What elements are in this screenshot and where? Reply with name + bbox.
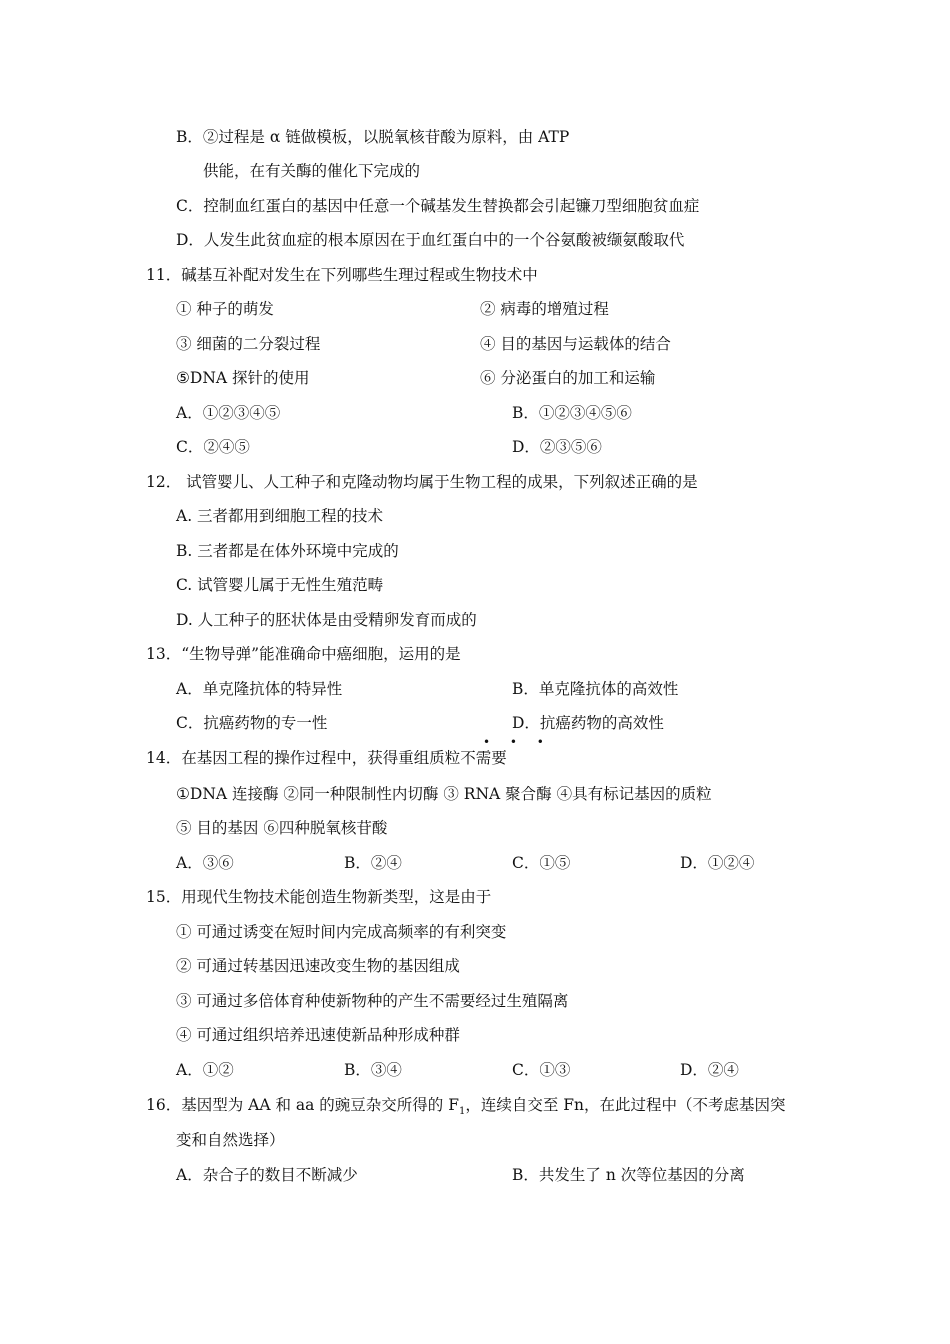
q13-option-d: D．抗癌药物的高效性 — [512, 714, 664, 732]
q15-option-a: A．①② — [176, 1061, 234, 1079]
q11-item-5: ⑤DNA 探针的使用 — [176, 369, 310, 387]
q10-option-c: C．控制血红蛋白的基因中任意一个碱基发生替换都会引起镰刀型细胞贫血症 — [176, 197, 700, 215]
q11-option-d: D．②③⑤⑥ — [512, 438, 602, 456]
q15-item-4: ④ 可通过组织培养迅速使新品种形成种群 — [176, 1026, 460, 1044]
q15-item-2: ② 可通过转基因迅速改变生物的基因组成 — [176, 957, 460, 975]
q14-stem: 14．在基因工程的操作过程中，获得重组质粒不需要 — [146, 749, 507, 767]
emphasis-dots: • • • — [483, 735, 552, 749]
q10-option-d: D．人发生此贫血症的根本原因在于血红蛋白中的一个谷氨酸被缬氨酸取代 — [176, 231, 685, 249]
q16-stem-part1: 16．基因型为 AA 和 aa 的豌豆杂交所得的 F — [146, 1096, 459, 1114]
q13-option-c: C．抗癌药物的专一性 — [176, 714, 328, 732]
q13-stem: 13．“生物导弹”能准确命中癌细胞，运用的是 — [146, 645, 461, 663]
q12-option-b: B. 三者都是在体外环境中完成的 — [176, 542, 399, 560]
q11-option-c: C．②④⑤ — [176, 438, 250, 456]
q12-option-d: D. 人工种子的胚状体是由受精卵发育而成的 — [176, 611, 477, 629]
q13-option-a: A．单克隆抗体的特异性 — [176, 680, 343, 698]
q14-option-a: A．③⑥ — [176, 854, 234, 872]
q16-stem-line1 — [146, 1094, 786, 1123]
q13-option-b: B．单克隆抗体的高效性 — [512, 680, 679, 698]
q15-option-b: B．③④ — [344, 1061, 402, 1079]
q16-stem-subscript: 1 — [458, 1106, 466, 1118]
q11-item-6: ⑥ 分泌蛋白的加工和运输 — [480, 369, 656, 387]
q15-item-3: ③ 可通过多倍体育种使新物种的产生不需要经过生殖隔离 — [176, 992, 569, 1010]
q11-item-2: ② 病毒的增殖过程 — [480, 300, 609, 318]
q12-option-a: A. 三者都用到细胞工程的技术 — [176, 507, 384, 525]
q14-option-b: B．②④ — [344, 854, 402, 872]
q10-option-b-line2: 供能，在有关酶的催化下完成的 — [203, 162, 421, 180]
q15-option-d: D．②④ — [680, 1061, 739, 1079]
q16-stem-part2: ，连续自交至 Fn，在此过程中（不考虑基因突 — [465, 1096, 786, 1114]
q14-option-d: D．①②④ — [680, 854, 755, 872]
q11-option-a: A．①②③④⑤ — [176, 404, 281, 422]
q10-option-b-line1: B．②过程是 α 链做模板，以脱氧核苷酸为原料，由 ATP — [176, 128, 570, 146]
q16-option-a: A．杂合子的数目不断减少 — [176, 1166, 358, 1184]
q14-option-c: C．①⑤ — [512, 854, 571, 872]
q15-item-1: ① 可通过诱变在短时间内完成高频率的有利突变 — [176, 923, 507, 941]
q11-option-b: B．①②③④⑤⑥ — [512, 404, 632, 422]
q12-option-c: C. 试管婴儿属于无性生殖范畴 — [176, 576, 384, 594]
q11-stem: 11．碱基互补配对发生在下列哪些生理过程或生物技术中 — [146, 266, 538, 284]
q15-option-c: C．①③ — [512, 1061, 571, 1079]
q16-stem-line2: 变和自然选择） — [176, 1131, 285, 1149]
q14-items-row1: ①DNA 连接酶 ②同一种限制性内切酶 ③ RNA 聚合酶 ④具有标记基因的质粒 — [176, 785, 712, 803]
q14-items-row2: ⑤ 目的基因 ⑥四种脱氧核苷酸 — [176, 819, 388, 837]
q11-item-3: ③ 细菌的二分裂过程 — [176, 335, 321, 353]
q11-item-1: ① 种子的萌发 — [176, 300, 274, 318]
q12-stem: 12． 试管婴儿、人工种子和克隆动物均属于生物工程的成果，下列叙述正确的是 — [146, 473, 698, 491]
q11-item-4: ④ 目的基因与运载体的结合 — [480, 335, 671, 353]
q16-option-b: B．共发生了 n 次等位基因的分离 — [512, 1166, 745, 1184]
q15-stem: 15．用现代生物技术能创造生物新类型，这是由于 — [146, 888, 492, 906]
